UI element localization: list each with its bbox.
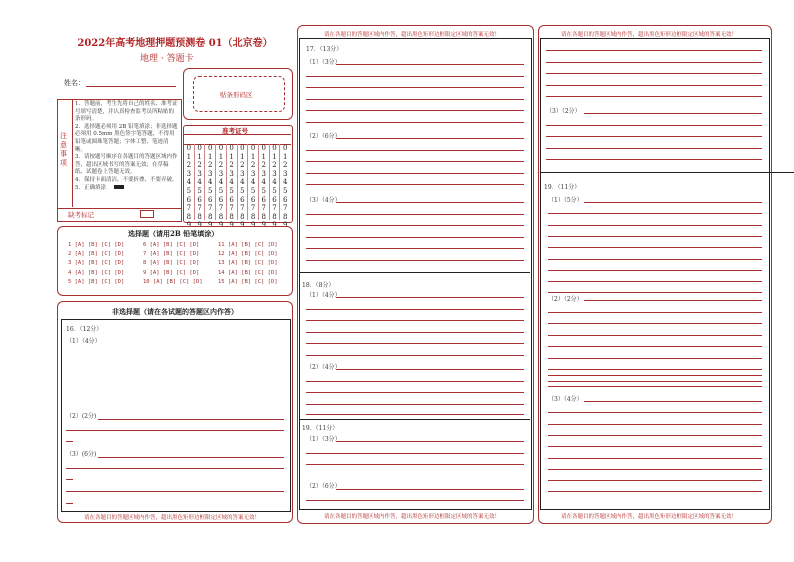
exam-id-bubble[interactable]: 6 — [197, 195, 202, 204]
answer-line[interactable] — [548, 281, 762, 282]
answer-line[interactable] — [546, 73, 762, 74]
exam-id-bubble[interactable]: 7 — [186, 204, 192, 213]
answer-line[interactable] — [336, 489, 524, 490]
answer-line[interactable] — [306, 381, 524, 382]
answer-line[interactable] — [306, 309, 524, 310]
q16-part2: （2）(2分) — [66, 413, 97, 420]
choice-row[interactable]: 12 [A] [B] [C] [D] — [218, 251, 278, 258]
exam-id-bubble[interactable]: 2 — [197, 161, 202, 170]
notice-item: 2．选择题必须用 2B 铅笔填涂；非选择题必须用 0.5mm 黑色签字笔答题，不得用铅笔或圆珠笔答题；字体工整、笔迹清晰。 — [75, 123, 178, 153]
exam-id-bubble[interactable]: 0 — [240, 144, 245, 152]
notice-divider — [72, 99, 73, 207]
page-title: 2022年高考地理押题预测卷 01（北京卷） — [77, 38, 273, 49]
answer-line[interactable] — [548, 369, 762, 370]
answer-line[interactable] — [548, 346, 762, 347]
exam-id-bubble[interactable]: 0 — [186, 144, 192, 152]
answer-line[interactable] — [546, 85, 762, 86]
exam-id-column — [258, 144, 269, 230]
answer-line[interactable] — [584, 300, 762, 301]
answer-line[interactable] — [546, 159, 762, 160]
answer-line[interactable] — [306, 464, 524, 465]
answer-line[interactable] — [548, 236, 762, 237]
answer-line[interactable] — [548, 424, 762, 425]
answer-line[interactable] — [548, 213, 762, 214]
q16-title: 16．（12分） — [66, 326, 103, 333]
exam-id-bubble[interactable]: 2 — [208, 161, 213, 170]
q18-part2: （2）（4分） — [306, 364, 341, 371]
exam-id-bubble[interactable]: 2 — [261, 161, 266, 170]
answer-line[interactable] — [306, 214, 524, 215]
answer-line[interactable] — [548, 491, 762, 492]
notice-item: 4．保持卡面清洁，不要折叠、不要弄破。 — [75, 176, 178, 183]
exam-id-bubble[interactable]: 3 — [250, 169, 256, 178]
answer-line[interactable] — [306, 76, 524, 77]
exam-id-bubble[interactable]: 6 — [282, 195, 288, 204]
exam-id-bubble[interactable]: 2 — [240, 161, 245, 170]
answer-line[interactable] — [548, 469, 762, 470]
warning-header: 请在各题目的答题区域内作答，超出黑色矩形边框限定区域的答案无效！ — [561, 32, 738, 38]
exam-id-bubble[interactable]: 5 — [272, 186, 277, 195]
answer-line[interactable] — [546, 96, 762, 97]
exam-id-bubble[interactable]: 8 — [208, 212, 213, 221]
answer-line[interactable] — [546, 148, 762, 149]
answer-line[interactable] — [548, 412, 762, 413]
answer-line[interactable] — [336, 441, 524, 442]
exam-id-bubble[interactable]: 2 — [282, 161, 288, 170]
answer-line[interactable] — [306, 404, 524, 405]
choice-title: 选择题（请用2B 铅笔填涂） — [128, 229, 219, 238]
q17-part2: （2）（6分） — [306, 133, 341, 140]
exam-id-bubble[interactable]: 0 — [250, 144, 256, 152]
answer-line[interactable] — [548, 480, 762, 481]
choice-row[interactable]: 7 [A] [B] [C] [D] — [143, 251, 200, 258]
choice-row[interactable]: 3 [A] [B] [C] [D] — [68, 260, 125, 267]
exam-id-bubble[interactable]: 0 — [282, 144, 288, 152]
exam-id-bubble[interactable]: 3 — [186, 169, 192, 178]
exam-id-bubble[interactable]: 2 — [186, 161, 192, 170]
choice-row[interactable]: 8 [A] [B] [C] [D] — [143, 260, 200, 267]
exam-id-bubble[interactable]: 1 — [218, 152, 224, 161]
exam-id-bubble[interactable]: 4 — [261, 178, 266, 187]
barcode-label: 贴条形码区 — [220, 91, 253, 99]
exam-id-bubble[interactable]: 6 — [240, 195, 245, 204]
answer-line[interactable] — [306, 225, 524, 226]
answer-line[interactable] — [548, 358, 762, 359]
answer-line[interactable] — [306, 343, 524, 344]
exam-id-bubble[interactable]: 5 — [261, 186, 266, 195]
answer-line[interactable] — [336, 202, 524, 203]
exam-id-column — [237, 144, 248, 230]
answer-line[interactable] — [546, 50, 762, 51]
exam-id-bubble[interactable]: 7 — [282, 204, 288, 213]
exam-id-bubble[interactable]: 3 — [240, 169, 245, 178]
answer-line[interactable] — [336, 138, 524, 139]
answer-line[interactable] — [306, 87, 524, 88]
answer-line[interactable] — [548, 312, 762, 313]
exam-id-bubble[interactable]: 7 — [218, 204, 224, 213]
q19b-title: 19．（11分） — [544, 184, 581, 191]
answer-line[interactable] — [306, 392, 524, 393]
question-divider — [299, 419, 530, 420]
exam-id-bubble[interactable]: 1 — [282, 152, 288, 161]
exam-id-bubble[interactable]: 8 — [250, 212, 256, 221]
answer-line[interactable] — [306, 453, 524, 454]
notice-list — [75, 101, 179, 192]
exam-id-bubble[interactable]: 6 — [186, 195, 192, 204]
exam-id-bubble[interactable]: 5 — [282, 186, 288, 195]
page-subtitle: 地理 · 答题卡 — [140, 54, 194, 64]
answer-line[interactable] — [66, 441, 73, 442]
exam-id-bubble[interactable]: 3 — [208, 169, 213, 178]
exam-id-bubble[interactable]: 1 — [261, 152, 266, 161]
choice-row[interactable]: 4 [A] [B] [C] [D] — [68, 269, 125, 276]
exam-id-grid — [184, 144, 290, 230]
exam-id-bubble[interactable]: 5 — [229, 186, 234, 195]
answer-line[interactable] — [306, 332, 524, 333]
answer-line[interactable] — [548, 458, 762, 459]
fill-example-mark — [114, 185, 124, 189]
exam-id-bubble[interactable]: 9 — [229, 221, 234, 230]
exam-id-bubble[interactable]: 1 — [197, 152, 202, 161]
answer-line[interactable] — [98, 457, 284, 458]
exam-id-bubble[interactable]: 2 — [229, 161, 234, 170]
answer-line[interactable] — [336, 297, 524, 298]
notice-heading: 注意事项 — [60, 132, 67, 167]
exam-id-bubble[interactable]: 5 — [197, 186, 202, 195]
exam-id-label: 准考证号 — [222, 127, 248, 135]
exam-id-bubble[interactable]: 7 — [208, 204, 213, 213]
exam-id-bubble[interactable]: 2 — [272, 161, 277, 170]
exam-id-bubble[interactable]: 2 — [250, 161, 256, 170]
answer-line[interactable] — [548, 335, 762, 336]
answer-line[interactable] — [548, 386, 762, 387]
exam-id-column — [226, 144, 237, 230]
answer-line[interactable] — [66, 479, 73, 480]
answer-line[interactable] — [66, 503, 73, 504]
exam-id-bubble[interactable]: 1 — [272, 152, 277, 161]
answer-line[interactable] — [336, 369, 524, 370]
answer-line[interactable] — [66, 430, 284, 431]
answer-line[interactable] — [548, 375, 762, 376]
exam-id-bubble[interactable]: 4 — [218, 178, 224, 187]
exam-id-bubble[interactable]: 9 — [282, 221, 288, 230]
q16-part1: （1）（4分） — [66, 338, 101, 345]
exam-id-bubble[interactable]: 6 — [218, 195, 224, 204]
q19-part2: （2）（6分） — [306, 483, 341, 490]
exam-id-bubble[interactable]: 9 — [272, 221, 277, 230]
answer-line[interactable] — [336, 64, 524, 65]
q19b-part3: （3）（4分） — [548, 396, 583, 403]
name-label: 姓名： — [64, 79, 85, 87]
answer-line[interactable] — [548, 259, 762, 260]
exam-id-bubble[interactable]: 6 — [208, 195, 213, 204]
answer-line[interactable] — [548, 381, 762, 382]
exam-id-column — [279, 144, 290, 230]
exam-id-bubble[interactable]: 8 — [186, 212, 192, 221]
exam-id-bubble[interactable]: 1 — [250, 152, 256, 161]
answer-line[interactable] — [548, 446, 762, 447]
answer-line[interactable] — [548, 247, 762, 248]
exam-id-bubble[interactable]: 1 — [186, 152, 192, 161]
choice-row[interactable]: 5 [A] [B] [C] [D] — [68, 278, 125, 285]
exam-id-bubble[interactable]: 1 — [229, 152, 234, 161]
answer-line[interactable] — [546, 125, 762, 126]
warning-footer: 请在各题目的答题区域内作答，超出黑色矩形边框限定区域的答案无效！ — [561, 514, 738, 520]
exam-id-bubble[interactable]: 6 — [229, 195, 234, 204]
exam-id-bubble[interactable]: 0 — [197, 144, 202, 152]
exam-id-bubble[interactable]: 1 — [208, 152, 213, 161]
exam-id-bubble[interactable]: 8 — [240, 212, 245, 221]
exam-id-bubble[interactable]: 8 — [197, 212, 202, 221]
choice-row[interactable]: 6 [A] [B] [C] [D] — [143, 242, 200, 248]
q19-title: 19．（11分） — [302, 425, 339, 432]
choice-row[interactable]: 9 [A] [B] [C] [D] — [143, 269, 200, 276]
choice-row[interactable]: 2 [A] [B] [C] [D] — [68, 251, 125, 258]
exam-id-bubble[interactable]: 3 — [229, 169, 234, 178]
q17-part1: （1）（3分） — [306, 59, 341, 66]
exam-id-bubble[interactable]: 9 — [240, 221, 245, 230]
answer-line[interactable] — [306, 500, 524, 501]
answer-line[interactable] — [546, 136, 762, 137]
q18-title: 18．（8分） — [302, 282, 335, 289]
warning-footer: 请在各题目的答题区域内作答，超出黑色矩形边框限定区域的答案无效！ — [324, 514, 501, 520]
exam-id-bubble[interactable]: 7 — [272, 204, 277, 213]
q19-part3: （3）（2分） — [546, 108, 581, 115]
exam-id-bubble[interactable]: 6 — [250, 195, 256, 204]
exam-id-column — [215, 144, 226, 230]
warning-footer: 请在各题目的答题区域内作答，超出黑色矩形边框限定区域的答案无效！ — [84, 515, 261, 521]
answer-line[interactable] — [306, 355, 524, 356]
exam-id-column — [194, 144, 205, 230]
choice-row[interactable]: 15 [A] [B] [C] [D] — [218, 278, 278, 285]
exam-id-column — [204, 144, 215, 230]
exam-id-bubble[interactable]: 4 — [208, 178, 213, 187]
exam-id-bubble[interactable]: 3 — [218, 169, 224, 178]
exam-id-bubble[interactable]: 0 — [261, 144, 266, 152]
exam-id-bubble[interactable]: 9 — [197, 221, 202, 230]
exam-id-bubble[interactable]: 7 — [250, 204, 256, 213]
exam-id-bubble[interactable]: 5 — [186, 186, 192, 195]
exam-id-bubble[interactable]: 5 — [208, 186, 213, 195]
q18-part1: （1）（4分） — [306, 292, 341, 299]
exam-id-bubble[interactable]: 8 — [229, 212, 234, 221]
question-divider — [299, 272, 530, 273]
question-divider — [540, 172, 794, 173]
answer-line[interactable] — [306, 414, 524, 415]
answer-line[interactable] — [306, 173, 524, 174]
absent-checkbox[interactable] — [140, 210, 154, 218]
exam-id-bubble[interactable]: 9 — [250, 221, 256, 230]
absent-label: 缺考标记 — [68, 211, 94, 219]
choice-row[interactable]: 11 [A] [B] [C] [D] — [218, 242, 278, 248]
exam-id-bubble[interactable]: 6 — [261, 195, 266, 204]
exam-id-bubble[interactable]: 0 — [218, 144, 224, 152]
answer-line[interactable] — [546, 62, 762, 63]
answer-line[interactable] — [306, 248, 524, 249]
exam-id-bubble[interactable]: 7 — [197, 204, 202, 213]
exam-id-bubble[interactable]: 0 — [229, 144, 234, 152]
answer-line[interactable] — [306, 184, 524, 185]
q17-part3: （3）（4分） — [306, 197, 341, 204]
q19-part1: （1）（3分） — [306, 436, 341, 443]
exam-id-column — [269, 144, 280, 230]
exam-id-bubble[interactable]: 4 — [282, 178, 288, 187]
answer-line[interactable] — [584, 113, 762, 114]
answer-line[interactable] — [306, 110, 524, 111]
exam-id-bubble[interactable]: 4 — [229, 178, 234, 187]
answer-line[interactable] — [548, 270, 762, 271]
exam-id-bubble[interactable]: 0 — [272, 144, 277, 152]
answer-line[interactable] — [66, 468, 284, 469]
exam-id-bubble[interactable]: 3 — [197, 169, 202, 178]
answer-line[interactable] — [66, 491, 284, 492]
exam-id-bubble[interactable]: 8 — [282, 212, 288, 221]
q19b-part1: （1）（5分） — [548, 197, 583, 204]
answer-line[interactable] — [306, 150, 524, 151]
exam-id-bubble[interactable]: 4 — [240, 178, 245, 187]
exam-id-bubble[interactable]: 7 — [229, 204, 234, 213]
choice-row[interactable]: 10 [A] [B] [C] [D] — [143, 278, 203, 285]
q17-title: 17．（13分） — [306, 46, 343, 53]
choice-row[interactable]: 14 [A] [B] [C] [D] — [218, 269, 278, 276]
exam-id-bubble[interactable]: 1 — [240, 152, 245, 161]
notice-item: 1．答题前，考生先将自己的姓名、准考证号填写清楚，并认真检查监考员所粘贴的条形码。 — [75, 101, 178, 123]
exam-id-bubble[interactable]: 3 — [261, 169, 266, 178]
exam-id-column — [247, 144, 258, 230]
name-field[interactable] — [86, 86, 176, 87]
fill-example-label: 5．正确填涂 — [75, 184, 106, 191]
exam-id-bubble[interactable]: 4 — [272, 178, 277, 187]
exam-id-bubble[interactable]: 5 — [218, 186, 224, 195]
answer-line[interactable] — [548, 225, 762, 226]
q19b-part2: （2）（2分） — [548, 296, 583, 303]
exam-id-bubble[interactable]: 7 — [261, 204, 266, 213]
warning-header: 请在各题目的答题区域内作答，超出黑色矩形边框限定区域的答案无效！ — [324, 32, 501, 38]
answer-line[interactable] — [584, 202, 762, 203]
answer-line[interactable] — [306, 99, 524, 100]
answer-line[interactable] — [306, 260, 524, 261]
exam-id-bubble[interactable]: 5 — [250, 186, 256, 195]
answer-line[interactable] — [548, 323, 762, 324]
answer-line[interactable] — [548, 435, 762, 436]
nonchoice-title: 非选择题（请在各试题的答题区内作答） — [112, 307, 238, 316]
choice-row[interactable]: 1 [A] [B] [C] [D] — [68, 242, 125, 248]
exam-id-bubble[interactable]: 8 — [218, 212, 224, 221]
notice-item: 3．请按题号顺序在各题目的答题区域内作答，超出区域书写的答案无效；在草稿纸、试题卷上答题无效。 — [75, 154, 178, 176]
answer-line[interactable] — [306, 320, 524, 321]
q16-part3: （3）(6分) — [66, 451, 97, 458]
exam-id-bubble[interactable]: 0 — [208, 144, 213, 152]
answer-line[interactable] — [98, 419, 284, 420]
exam-id-bubble[interactable]: 8 — [272, 212, 277, 221]
exam-id-bubble[interactable]: 4 — [186, 178, 192, 187]
exam-id-bubble[interactable]: 8 — [261, 212, 266, 221]
answer-line[interactable] — [306, 161, 524, 162]
answer-line[interactable] — [548, 292, 762, 293]
exam-id-bubble[interactable]: 3 — [282, 169, 288, 178]
exam-id-bubble[interactable]: 3 — [272, 169, 277, 178]
answer-line[interactable] — [584, 401, 762, 402]
exam-id-bubble[interactable]: 2 — [218, 161, 224, 170]
exam-id-bubble[interactable]: 9 — [208, 221, 213, 230]
choice-row[interactable]: 13 [A] [B] [C] [D] — [218, 260, 278, 267]
exam-id-bubble[interactable]: 9 — [261, 221, 266, 230]
exam-id-bubble[interactable]: 4 — [250, 178, 256, 187]
notice-item — [75, 185, 179, 193]
answer-line[interactable] — [306, 122, 524, 123]
exam-id-bubble[interactable]: 6 — [272, 195, 277, 204]
exam-id-bubble[interactable]: 9 — [186, 221, 192, 230]
exam-id-bubble[interactable]: 9 — [218, 221, 224, 230]
answer-line[interactable] — [306, 237, 524, 238]
exam-id-bubble[interactable]: 7 — [240, 204, 245, 213]
exam-id-bubble[interactable]: 5 — [240, 186, 245, 195]
exam-id-column — [184, 144, 194, 230]
exam-id-bubble[interactable]: 4 — [197, 178, 202, 187]
